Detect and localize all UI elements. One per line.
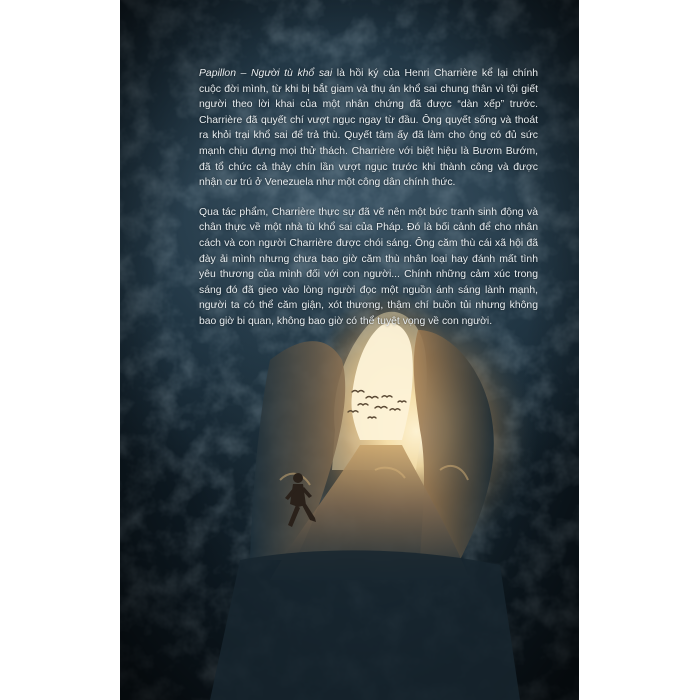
synopsis-paragraph-1-body: là hồi ký của Henri Charrière kể lại chính cuộc đời mình, từ khi bị bắt giam và thụ án khổ sai chung thân vì tội giết người theo lời khai của một nhân chứng đã được “dàn xếp” trước. Charrière đã quyết chí vượt ngục ngay từ đầu. Ông quyết sống và thoát ra khỏi trại khổ sai để trả thù. Quyết tâm ấy đã làm cho ông có đủ sức mạnh chịu đựng mọi thử thách. Charrière với biệt hiệu là Bươm Bướm, đã tổ chức cả thảy chín lần vượt ngục trước khi thành công và được nhận cư trú ở Venezuela như một công dân chính thức. (199, 68, 539, 189)
book-back-cover (120, 0, 579, 700)
synopsis-paragraph-1 (199, 66, 538, 191)
synopsis-paragraph-2: Qua tác phẩm, Charrière thực sự đã vẽ nên một bức tranh sinh động và chân thực về một nhà tù khổ sai của Pháp. Đó là bối cảnh để cho nhân cách và con người Charrière được chói sáng. Ông căm thù cái xã hội đã đày ải mình nhưng chưa bao giờ căm thù nhân loại hay đánh mất tình yêu thương của mình đối với con người... Chính những cảm xúc trong sáng đó đã gieo vào lòng người đọc một nguồn ánh sáng lành mạnh, người ta có thể căm giận, xót thương, thậm chí buồn tủi nhưng không bao giờ bi quan, không bao giờ có thể tuyệt vọng về con người. (199, 206, 538, 327)
book-title-italic: Papillon – Người tù khổ sai (199, 68, 333, 79)
back-cover-text (199, 66, 538, 344)
